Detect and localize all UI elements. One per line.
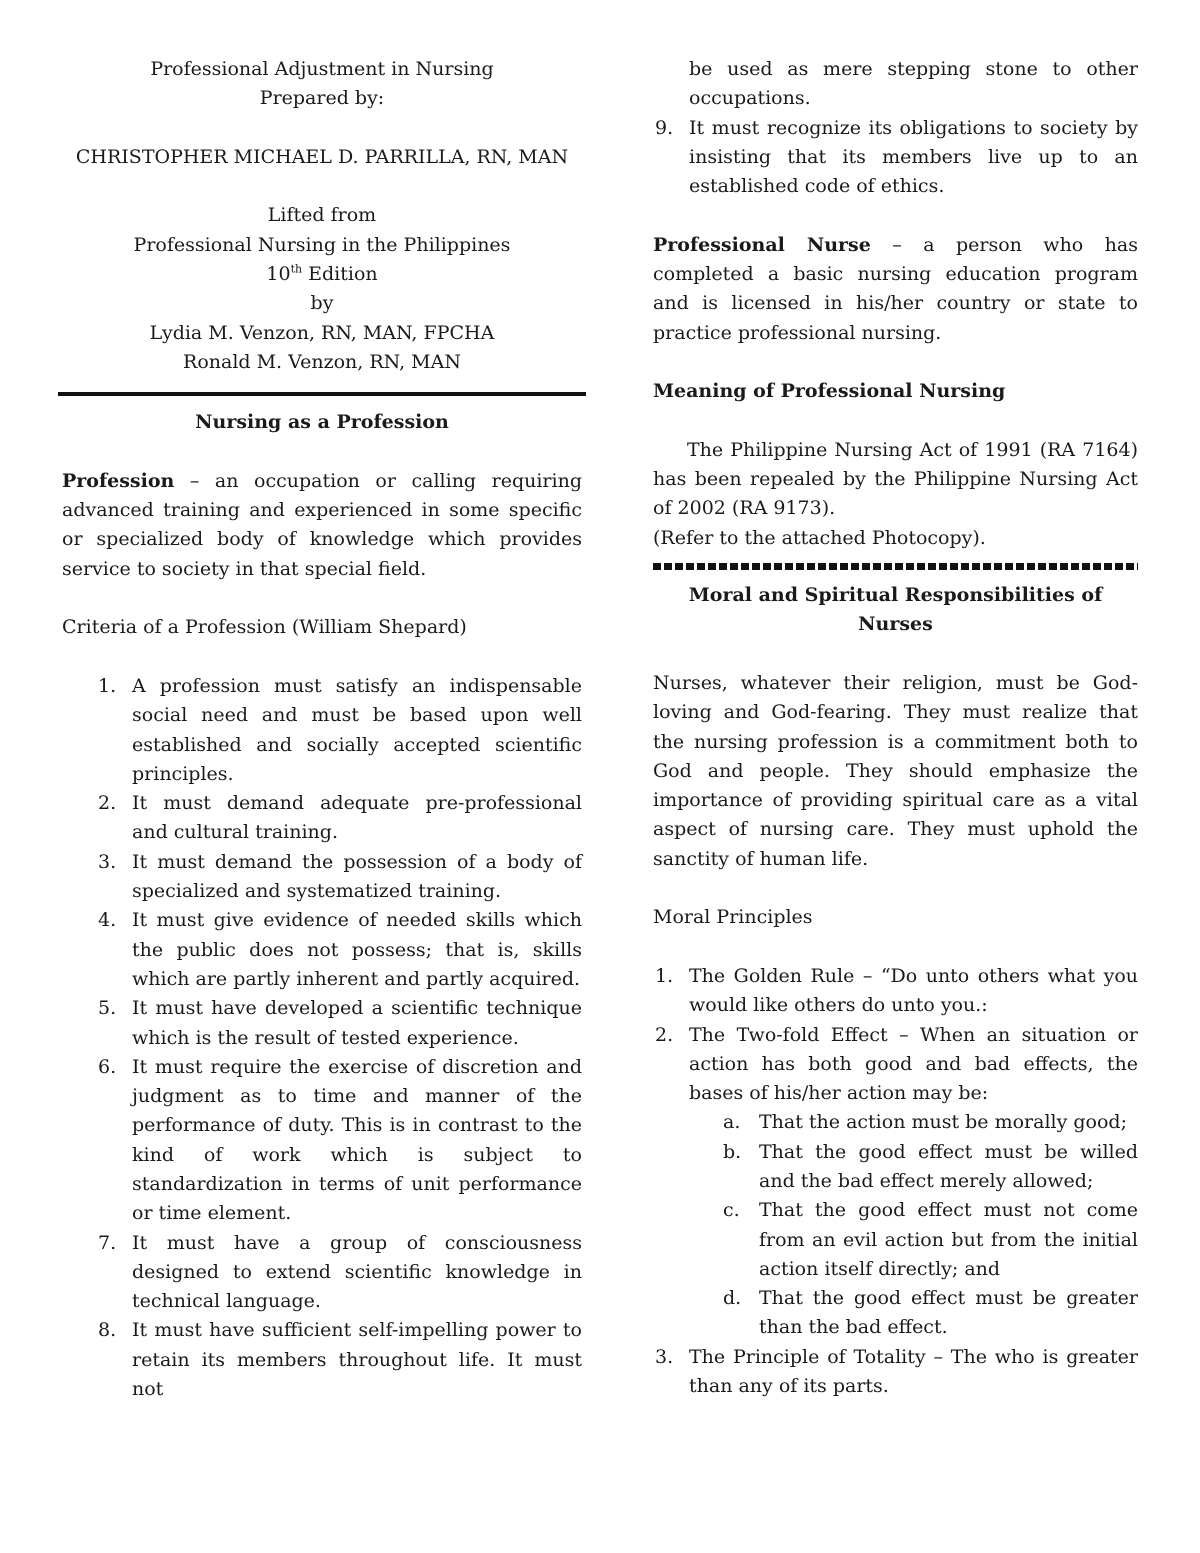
profession-term: Profession [62, 469, 175, 492]
by-label: by [310, 292, 334, 315]
list-item-continuation: be used as mere stepping stone to other occupations. [689, 58, 1138, 110]
list-item: 7. It must have a group of consciousness designed to extend scientific knowledge in technical language. [98, 1231, 582, 1313]
prepared-by-label: Prepared by: [259, 87, 385, 110]
document-title: Professional Adjustment in Nursing [150, 58, 494, 80]
list-item: 6. It must require the exercise of discretion and judgment as to time and manner of the performance of duty. This is in contrast to the kind of work which is subject to standardization in terms of unit performance or time element. [98, 1055, 582, 1225]
preparer-name: CHRISTOPHER MICHAEL D. PARRILLA, RN, MAN [75, 145, 569, 168]
sub-list-item: c. That the good effect must not come from an evil action but from the initial action itself directly; and [723, 1199, 1138, 1280]
moral-heading: Moral and Spiritual Responsibilities of Nurses [688, 584, 1103, 636]
book-author-2: Ronald M. Venzon, RN, MAN [183, 350, 461, 373]
left-column [62, 55, 582, 1404]
dashed-divider [653, 563, 1138, 570]
list-item: 9. It must recognize its obligations to society by insisting that its members live up to an established code of ethics. [655, 116, 1138, 198]
professional-nurse-definition: Professional Nurse – a person who has completed a basic nursing education program and is licensed in his/her country or state to practice professional nursing. [653, 233, 1138, 344]
list-item: 1. A profession must satisfy an indispensable social need and must be based upon well established and socially accepted scientific principles. [98, 674, 582, 785]
meaning-heading: Meaning of Professional Nursing [653, 380, 1006, 403]
section-divider [58, 392, 586, 396]
list-item: 8. It must have sufficient self-impelling power to retain its members throughout life. It must not [98, 1319, 582, 1401]
list-item: 5. It must have developed a scientific technique which is the result of tested experience. [98, 997, 582, 1049]
moral-principles-title: Moral Principles [653, 906, 813, 929]
list-item: 3. It must demand the possession of a body of specialized and systematized training. [98, 850, 582, 903]
right-column [653, 55, 1138, 1401]
title-block [62, 55, 582, 377]
moral-principles-list [653, 962, 1138, 1401]
list-item: 2. It must demand adequate pre-professional and cultural training. [98, 792, 582, 844]
source-book-title: Professional Nursing in the Philippines [133, 233, 511, 256]
list-item: 2. The Two-fold Effect – When an situation or action has both good and bad effects, the bases of his/her action may be: [655, 1023, 1138, 1105]
book-author-1: Lydia M. Venzon, RN, MAN, FPCHA [149, 321, 495, 344]
list-item: 3. The Principle of Totality – The who is greater than any of its parts. [655, 1345, 1138, 1398]
section-heading-nursing-profession: Nursing as a Profession [195, 411, 449, 434]
list-item: 4. It must give evidence of needed skills which the public does not possess; that is, skills which are partly inherent and partly acquired. [98, 909, 582, 990]
list-item: 1. The Golden Rule – “Do unto others what you would like others do unto you.: [655, 964, 1138, 1017]
edition-line: 10th Edition [266, 262, 378, 286]
professional-nurse-term: Professional Nurse [653, 233, 871, 256]
sub-list-item: d. That the good effect must be greater than the bad effect. [723, 1287, 1138, 1339]
meaning-paragraph: The Philippine Nursing Act of 1991 (RA 7164) has been repealed by the Philippine Nursing Act of 2002 (RA 9173). [653, 438, 1138, 520]
criteria-list [62, 672, 582, 1404]
lifted-from-label: Lifted from [267, 204, 377, 227]
sub-list-item: a. That the action must be morally good; [723, 1111, 1127, 1134]
moral-paragraph: Nurses, whatever their religion, must be God-loving and God-fearing. They must realize that the nursing profession is a commitment both to God and people. They should emphasize the importance of providing spiritual care as a vital aspect of nursing care. They must uphold the sanctity of human life. [653, 671, 1138, 870]
profession-definition: Profession – an occupation or calling requiring advanced training and experienced in some specific or specialized body of knowledge which provides service to society in that special field. [62, 469, 582, 580]
criteria-title: Criteria of a Profession (William Shepard) [62, 616, 467, 639]
meaning-note: (Refer to the attached Photocopy). [653, 526, 986, 549]
sub-list-item: b. That the good effect must be willed and the bad effect merely allowed; [723, 1140, 1138, 1192]
